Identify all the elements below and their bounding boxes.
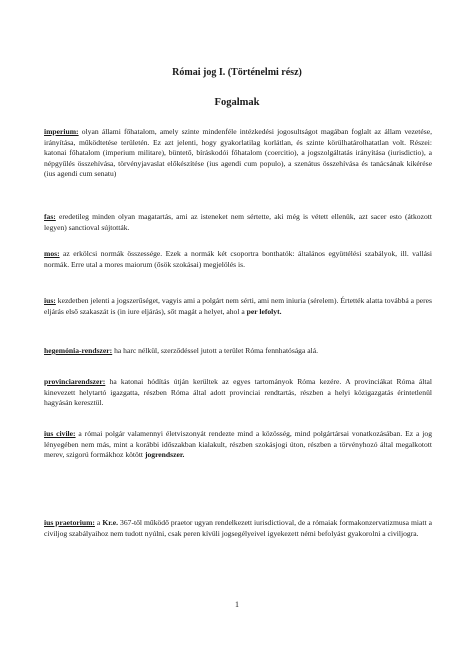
definition-hegemonia: ha harc nélkül, szerződéssel jutott a terület Róma fennhatósága alá. xyxy=(112,346,318,355)
term-ius: ius: xyxy=(44,296,56,305)
definition-ius-praetorium-date: Kr.e. xyxy=(102,518,119,527)
definition-mos: az erkölcsi normák összessége. Ezek a normák két csoportra bonthatók: általános együttélési szabályok, ill. vallási normák. Erre utal a mores maiorum (ősök szokásai) megjelölés is. xyxy=(44,249,432,269)
definition-ius-praetorium-a: a xyxy=(94,518,103,527)
document-title: Római jog I. (Történelmi rész) xyxy=(172,67,302,78)
entry-ius-civile xyxy=(44,429,432,461)
definition-ius-emphasis: per lefolyt. xyxy=(246,306,282,316)
entry-hegemonia xyxy=(44,346,432,357)
term-ius-civile: ius civile: xyxy=(44,429,76,438)
term-imperium: imperium: xyxy=(44,127,79,136)
entry-provinciarendszer xyxy=(44,377,432,409)
definition-fas: eredetileg minden olyan magatartás, ami az isteneket nem sértette, aki még is vétett ellenük, azt sacer esto (átkozott legyen) sanctioval sújtották. xyxy=(44,212,432,232)
term-mos: mos: xyxy=(44,249,60,258)
definition-ius: kezdetben jelenti a jogszerűséget, vagyis ami a polgárt nem sérti, ami nem iniuria (sérelem). Értették alatta továbbá a peres eljárás első szakaszát is (in iure eljárás), sőt magát a helyet, ahol a xyxy=(44,296,432,316)
entry-mos xyxy=(44,249,432,270)
term-ius-praetorium: ius praetorium: xyxy=(44,518,95,527)
definition-ius-civile-emphasis: jogrendszer. xyxy=(144,450,185,460)
document-subtitle: Fogalmak xyxy=(214,97,260,108)
entry-imperium xyxy=(44,127,432,180)
term-fas: fas: xyxy=(44,212,56,221)
definition-provinciarendszer: ha katonai hódítás útján kerültek az egyes tartományok Róma kezére. A provinciákat Róma által kinevezett helytartó igazgatta, részben Róma által adott provinciai rendtartás, részben a helyi közigazgatás érintetlenül hagyásán keresztül. xyxy=(44,377,432,408)
entry-fas xyxy=(44,212,432,233)
definition-ius-praetorium-b: 367-től működő praetor ugyan rendelkezett iurisdictioval, de a rómaiak formakonzervatizmusa miatt a civiljog szabályaihoz nem tudott nyúlni, csak peren kívüli jogsegélyeivel igyekezett némi befolyást gyakorolni a civiljogra. xyxy=(44,518,432,538)
term-hegemonia: hegemónia-rendszer: xyxy=(44,346,113,355)
term-provinciarendszer: provinciarendszer: xyxy=(44,377,106,386)
definition-ius-civile: a római polgár valamennyi életviszonyát rendezte mind a közösség, mind polgártársai vonatkozásában. Ez a jog lényegében nem más, mint a korábbi időszakban kialakult, részben szokásjogi úton, részben a törvényhozó által megalkotott merev, szigorú formákhoz kötött xyxy=(44,429,432,460)
entry-ius xyxy=(44,296,432,317)
definition-imperium: olyan állami főhatalom, amely szinte mindenféle intézkedési jogosultságot magában foglalt az állam vezetése, irányítása, működtetése területén. Ez azt jelenti, hogy gyakorlatilag korlátlan, és szinte körülhatárolhatatlan volt. Részei: katonai főhatalom (imperium militare), büntető, bíráskodói főhatalom (coercitio), a jogszolgáltatás irányítása (iurisdictio), a népgyűlés összehívása, törvényjavaslat előkészítése (ius agendi cum populo), a szenátus összehívása és tanácsának kikérése (ius agendi cum senatu) xyxy=(44,127,432,179)
entry-ius-praetorium xyxy=(44,518,432,539)
page-number: 1 xyxy=(235,600,239,609)
